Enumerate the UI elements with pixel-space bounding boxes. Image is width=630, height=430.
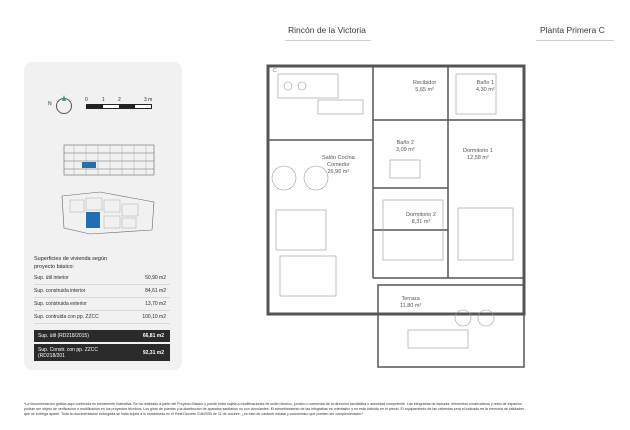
scale-bar-graphic <box>86 104 152 109</box>
project-title: Rincón de la Victoria <box>288 25 366 35</box>
room-name: Comedor <box>327 162 350 168</box>
room-label-dormitorio1 <box>463 148 493 162</box>
room-label-dormitorio2 <box>406 212 436 226</box>
surface-label: Sup. contruida con pp. ZZCC <box>34 314 99 320</box>
room-name: Dormitorio 1 <box>463 148 493 154</box>
building-plan-thumbnail <box>60 190 158 236</box>
surface-value: 50,90 m2 <box>145 275 166 281</box>
disclaimer-line: podrán ser objeto de verificación o modificación en los proyectos técnicos. Los giros de puertas y la distribución de aparatos sanitarios no son vinculantes. El amueblamiento de las infografías es orientativo y no está incluido en el precio. El equipamiento de las viviendas será el indicado en la memoria de calidades <box>24 407 525 412</box>
floor-label: Planta Primera C <box>540 25 605 35</box>
surface-label: Sup. construida exterior <box>34 301 87 307</box>
surface-value: 13,70 m2 <box>145 301 166 307</box>
scale-label: 0 <box>85 97 88 103</box>
room-label-recibidor <box>413 80 436 94</box>
room-area: 11,80 m² <box>400 303 422 309</box>
surface-value: 100,10 m2 <box>142 314 166 320</box>
surfaces-title <box>34 256 107 271</box>
room-label-terraza <box>400 296 421 310</box>
room-label-salon <box>322 155 355 176</box>
surface-label-line: Sup. Constr. con pp. ZZCC <box>38 346 99 353</box>
disclaimer-line: que se entrega aparte. Toda la documentación entregada se halla sujeta a lo establecido en el Real Decreto 218/2005 de 11 de octubre, ¿es esto de carácter estatal y autonómico que pueden ser complementario? <box>24 412 363 417</box>
room-name: Salón Cocina <box>322 155 355 161</box>
surface-value: 92,31 m2 <box>142 349 164 356</box>
floor-plan <box>258 60 534 370</box>
surface-label: Sup. útil (RD218/2015) <box>38 333 89 339</box>
surfaces-title-line: proyecto básico: <box>34 263 75 270</box>
svg-text:C: C <box>273 68 277 74</box>
surface-label-multiline <box>34 347 98 359</box>
room-name: Recibidor <box>413 80 437 86</box>
surface-value: 84,61 m2 <box>145 288 166 294</box>
surface-label: Sup. útil interior <box>34 275 69 281</box>
surface-row <box>34 298 170 311</box>
surface-row <box>34 272 170 285</box>
header-divider <box>285 40 371 41</box>
surface-row-highlight <box>34 344 170 361</box>
room-area: 5,65 m² <box>415 87 434 93</box>
room-area: 12,58 m² <box>467 155 489 161</box>
room-name: Dormitorio 2 <box>406 212 436 218</box>
surface-row <box>34 285 170 298</box>
scale-label: 2 <box>118 97 121 103</box>
room-area: 26,96 m² <box>327 169 350 175</box>
header-divider <box>536 40 614 41</box>
surface-label: Sup. construida interior <box>34 288 86 294</box>
room-name: Terraza <box>401 296 420 302</box>
scale-label: 3 m <box>144 97 153 103</box>
room-area: 4,30 m² <box>476 87 495 93</box>
room-name: Baño 2 <box>396 140 415 146</box>
scale-label: 1 <box>102 97 105 103</box>
room-name: Baño 1 <box>476 80 495 86</box>
surface-label-line: (RD218/201 <box>38 352 65 359</box>
disclaimer-line: *La documentación gráfica aquí contenida es meramente ilustrativa. Se ha realizado a partir del Proyecto Básico y puede estar sujeta a modificaciones de orden técnico, jurídico o comercial de la dirección facultativa o autoridad competente. Las infografías de fachada, elementos constructivos y resto de espacios <box>24 402 522 406</box>
building-section-thumbnail <box>60 143 158 177</box>
surface-row-highlight <box>34 330 170 342</box>
compass-label: N <box>48 101 52 107</box>
surfaces-title-line: Superficies de vivienda según <box>34 256 108 262</box>
compass-icon <box>56 98 72 114</box>
scale-bar <box>85 97 156 107</box>
room-area: 3,09 m² <box>396 147 415 153</box>
room-area: 8,31 m² <box>411 219 431 225</box>
surface-row <box>34 311 170 324</box>
legal-disclaimer <box>24 402 614 418</box>
surface-value: 66,81 m2 <box>142 333 164 339</box>
room-label-bano2 <box>396 140 415 154</box>
room-label-bano1 <box>476 80 495 94</box>
